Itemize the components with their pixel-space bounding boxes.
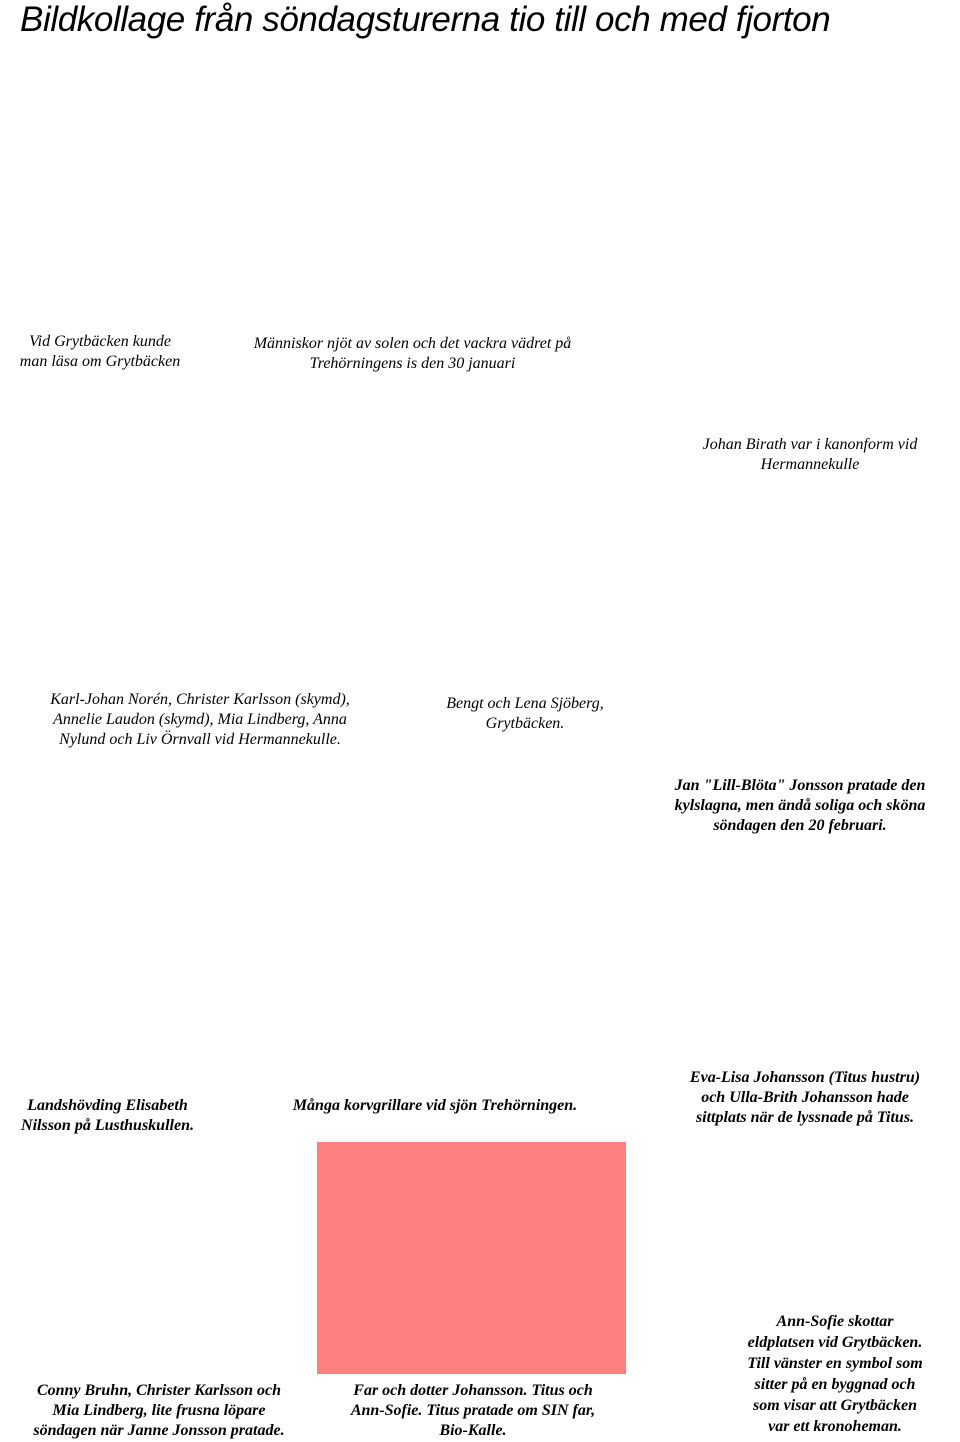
- caption-line: var ett kronoheman.: [768, 1418, 902, 1435]
- caption-line: Annelie Laudon (skymd), Mia Lindberg, Anna: [53, 711, 347, 728]
- caption-line: kylslagna, men ändå soliga och sköna: [674, 797, 926, 814]
- caption-line: Nylund och Liv Örnvall vid Hermannekulle.: [59, 731, 341, 748]
- caption-line: Många korvgrillare vid sjön Trehörningen.: [292, 1097, 578, 1114]
- caption-line: Landshövding Elisabeth: [27, 1097, 188, 1114]
- caption-line: söndagen när Janne Jonsson pratade.: [33, 1422, 285, 1439]
- caption-line: Bengt och Lena Sjöberg,: [446, 695, 604, 712]
- caption-eva-lisa: [650, 1068, 960, 1128]
- caption-line: eldplatsen vid Grytbäcken.: [747, 1334, 923, 1351]
- caption-line: Conny Bruhn, Christer Karlsson och: [36, 1382, 282, 1399]
- caption-bengt: [405, 694, 645, 734]
- caption-ann-sofie: [710, 1311, 960, 1437]
- caption-manniskor: [200, 334, 625, 374]
- caption-conny: [0, 1381, 318, 1441]
- caption-line: Vid Grytbäcken kunde: [29, 333, 171, 350]
- caption-line: Bio-Kalle.: [439, 1422, 507, 1439]
- caption-line: Far och dotter Johansson. Titus och: [353, 1382, 593, 1399]
- caption-line: sitter på en byggnad och: [754, 1376, 916, 1393]
- caption-grytbacken-las: [0, 332, 200, 372]
- caption-korvgrillare: [255, 1096, 615, 1116]
- caption-line: Människor njöt av solen och det vackra vädret på: [253, 335, 572, 352]
- caption-line: Ann-Sofie skottar: [776, 1313, 894, 1330]
- caption-line: Eva-Lisa Johansson (Titus hustru): [689, 1069, 921, 1086]
- caption-far-dotter: [318, 1381, 628, 1441]
- caption-line: som visar att Grytbäcken: [753, 1397, 917, 1414]
- caption-line: Johan Birath var i kanonform vid: [702, 436, 918, 453]
- caption-line: man läsa om Grytbäcken: [19, 353, 181, 370]
- caption-line: Mia Lindberg, lite frusna löpare: [52, 1402, 266, 1419]
- caption-johan: [650, 435, 960, 475]
- caption-line: Trehörningens is den 30 januari: [309, 355, 516, 372]
- caption-line: sittplats när de lyssnade på Titus.: [695, 1109, 915, 1126]
- page-title: Bildkollage från söndagsturerna tio till och med fjorton: [20, 0, 831, 39]
- caption-karl-johan: [0, 690, 400, 750]
- caption-line: Nilsson på Lusthuskullen.: [21, 1117, 194, 1134]
- caption-line: söndagen den 20 februari.: [713, 817, 887, 834]
- caption-line: Hermannekulle: [760, 456, 860, 473]
- caption-line: Jan "Lill-Blöta" Jonsson pratade den: [674, 777, 926, 794]
- caption-line: och Ulla-Brith Johansson hade: [701, 1089, 909, 1106]
- caption-line: Ann-Sofie. Titus pratade om SIN far,: [350, 1402, 596, 1419]
- caption-line: Till vänster en symbol som: [747, 1355, 923, 1372]
- caption-jan: [640, 776, 960, 836]
- photo-placeholder: [317, 1142, 626, 1374]
- caption-landshovding: [0, 1096, 215, 1136]
- caption-line: Grytbäcken.: [485, 715, 565, 732]
- caption-line: Karl-Johan Norén, Christer Karlsson (skymd),: [50, 691, 350, 708]
